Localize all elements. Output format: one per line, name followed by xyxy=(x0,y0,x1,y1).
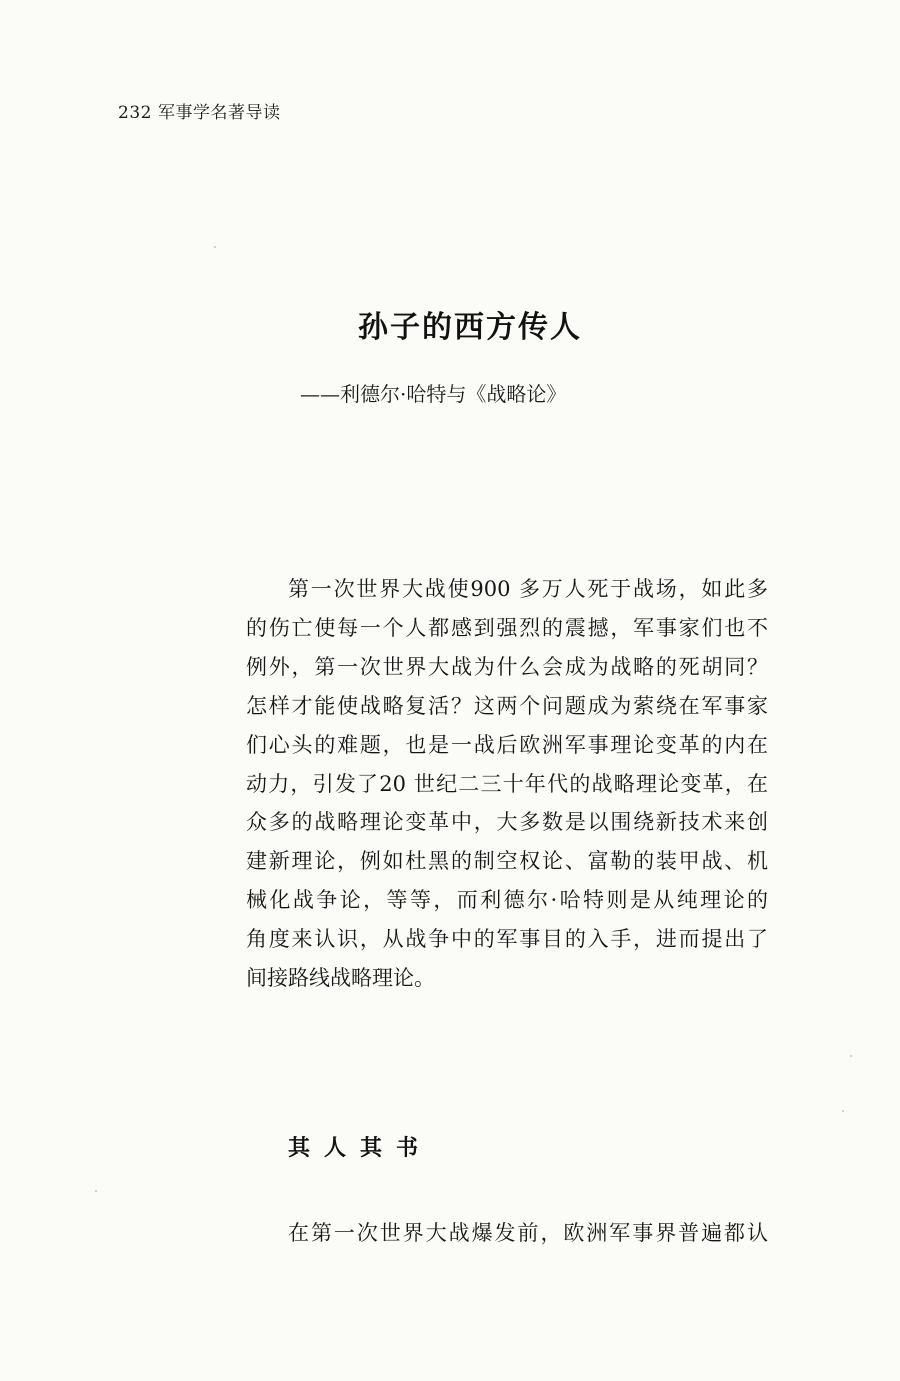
intro-paragraph xyxy=(246,570,768,998)
scan-speck xyxy=(842,1110,844,1112)
paragraph-line: 角度来认识，从战争中的军事目的入手，进而提出了 xyxy=(246,927,768,952)
section-paragraph xyxy=(246,1214,768,1253)
section-heading: 其人其书 xyxy=(288,1135,433,1161)
scan-speck xyxy=(850,1055,852,1057)
chapter-title: 孙子的西方传人 xyxy=(358,310,582,345)
page-number: 232 xyxy=(118,103,152,123)
chapter-subtitle: ——利德尔·哈特与《战略论》 xyxy=(300,382,567,406)
paragraph-line: 众多的战略理论变革中，大多数是以围绕新技术来创 xyxy=(246,810,768,835)
paragraph-line: 怎样才能使战略复活？这两个问题成为萦绕在军事家 xyxy=(246,693,768,718)
paragraph-line: 们心头的难题，也是一战后欧洲军事理论变革的内在 xyxy=(246,732,768,757)
paragraph-line: 在第一次世界大战爆发前，欧洲军事界普遍都认 xyxy=(288,1221,768,1245)
paragraph-line: 械化战争论，等等，而利德尔·哈特则是从纯理论的 xyxy=(246,888,768,913)
book-title: 军事学名著导读 xyxy=(157,103,281,123)
paragraph-line: 动力，引发了20 世纪二三十年代的战略理论变革，在 xyxy=(246,771,768,796)
paragraph-line: 例外，第一次世界大战为什么会成为战略的死胡同？ xyxy=(246,654,768,679)
paragraph-line: 间接路线战略理论。 xyxy=(246,966,435,991)
scan-speck xyxy=(214,246,216,248)
running-head xyxy=(118,98,280,123)
scan-speck xyxy=(95,1190,97,1192)
paragraph-line: 的伤亡使每一个人都感到强烈的震撼，军事家们也不 xyxy=(246,615,768,640)
paragraph-line: 第一次世界大战使900 多万人死于战场，如此多 xyxy=(288,577,768,601)
paragraph-line: 建新理论，例如杜黑的制空权论、富勒的装甲战、机 xyxy=(246,849,768,874)
